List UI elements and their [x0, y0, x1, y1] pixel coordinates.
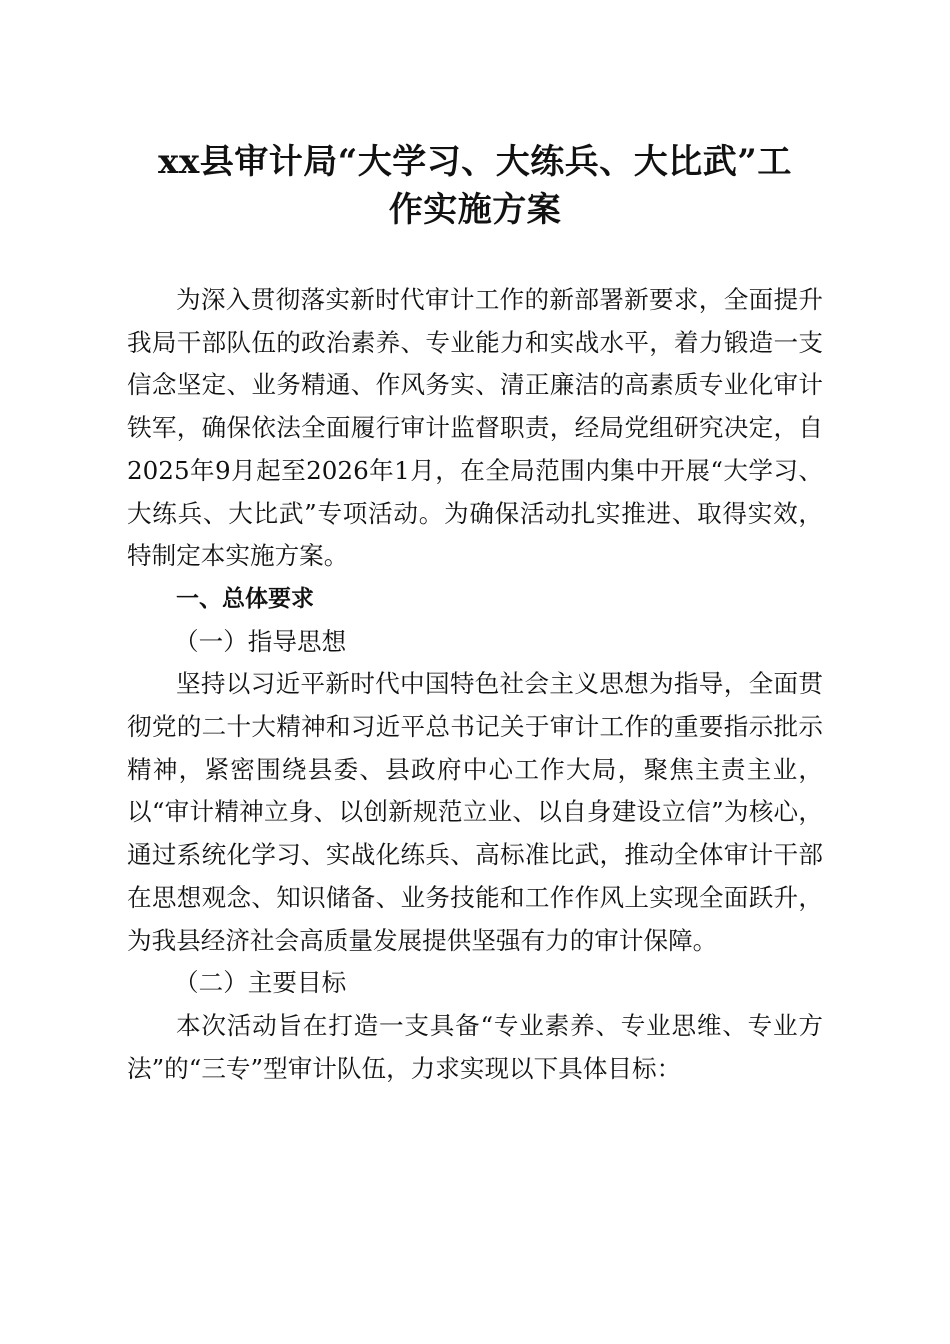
title-line-2: 作实施方案 [388, 190, 562, 230]
document-body [127, 279, 823, 1090]
subsection-heading-main-goals: （二）主要目标 [174, 968, 347, 998]
document-title [100, 138, 850, 234]
intro-paragraph: 为深入贯彻落实新时代审计工作的新部署新要求，全面提升我局干部队伍的政治素养、专业能力和实战水平，着力锻造一支信念坚定、业务精通、作风务实、清正廉洁的高素质专业化审计铁军，确保依法全面履行审计监督职责，经局党组研究决定，自2025年9月起至2026年1月，在全局范围内集中开展“大学习、大练兵、大比武”专项活动。为确保活动扎实推进、取得实效，特制定本实施方案。 [127, 285, 823, 571]
main-goals-paragraph: 本次活动旨在打造一支具备“专业素养、专业思维、专业方法”的“三专”型审计队伍，力求实现以下具体目标： [127, 1010, 823, 1083]
title-line-1: xx县审计局“大学习、大练兵、大比武”工 [158, 142, 792, 182]
section-heading-general-requirements: 一、总体要求 [176, 585, 314, 612]
subsection-heading-guiding-ideology: （一）指导思想 [174, 626, 347, 656]
guiding-ideology-paragraph: 坚持以习近平新时代中国特色社会主义思想为指导，全面贯彻党的二十大精神和习近平总书记关于审计工作的重要指示批示精神，紧密围绕县委、县政府中心工作大局，聚焦主责主业，以“审计精神立身、以创新规范立业、以自身建设立信”为核心，通过系统化学习、实战化练兵、高标准比武，推动全体审计干部在思想观念、知识储备、业务技能和工作作风上实现全面跃升，为我县经济社会高质量发展提供坚强有力的审计保障。 [127, 669, 823, 955]
